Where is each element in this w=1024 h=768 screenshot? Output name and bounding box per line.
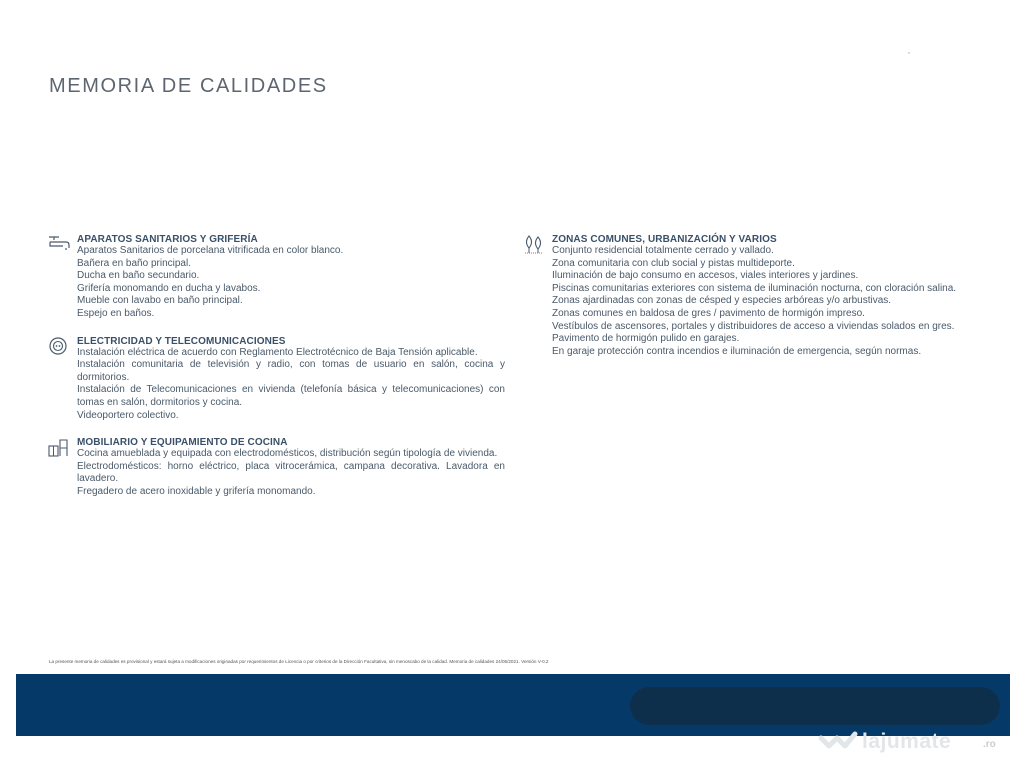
section-line: Instalación comunitaria de televisión y radio, con tomas de usuario en salón, cocina y dormitorios. bbox=[77, 359, 505, 383]
section-line: Fregadero de acero inoxidable y grifería monomando. bbox=[77, 485, 316, 497]
section-line: Grifería monomando en ducha y lavabos. bbox=[77, 282, 261, 294]
section-line: Zona comunitaria con club social y pistas multideporte. bbox=[552, 257, 795, 269]
section-line: Zonas comunes en baldosa de gres / pavimento de hormigón impreso. bbox=[552, 307, 865, 319]
section-line: Cocina amueblada y equipada con electrodomésticos, distribución según tipología de vivienda. bbox=[77, 448, 498, 460]
section-line: Vestíbulos de ascensores, portales y distribuidores de acceso a viviendas solados en gres. bbox=[552, 320, 955, 332]
section bbox=[45, 234, 505, 321]
section-heading: ELECTRICIDAD Y TELECOMUNICACIONES bbox=[77, 335, 286, 347]
decorative-dot bbox=[908, 52, 910, 54]
watermark bbox=[818, 724, 1018, 760]
section-line: Aparatos Sanitarios de porcelana vitrificada en color blanco. bbox=[77, 245, 344, 256]
section-line: Espejo en baños. bbox=[77, 307, 155, 319]
section-line: Zonas ajardinadas con zonas de césped y especies arbóreas y/o arbustivas. bbox=[552, 295, 892, 307]
section-heading: APARATOS SANITARIOS Y GRIFERÍA bbox=[77, 234, 258, 245]
section-heading: MOBILIARIO Y EQUIPAMIENTO DE COCINA bbox=[77, 437, 288, 449]
kitchen-furniture-icon bbox=[47, 437, 71, 457]
section-line: Pavimento de hormigón pulido en garajes. bbox=[552, 333, 740, 345]
faucet-icon bbox=[47, 234, 71, 254]
section bbox=[45, 437, 505, 498]
watermark-logo-icon bbox=[818, 726, 858, 754]
watermark-tld: .ro bbox=[983, 739, 996, 750]
section bbox=[520, 234, 980, 358]
section-heading: ZONAS COMUNES, URBANIZACIÓN Y VARIOS bbox=[552, 234, 777, 245]
section-line: Bañera en baño principal. bbox=[77, 257, 191, 269]
section-line: Conjunto residencial totalmente cerrado y vallado. bbox=[552, 245, 774, 256]
section-line: Piscinas comunitarias exteriores con sistema de iluminación nocturna, con cloración salina. bbox=[552, 282, 957, 294]
section-line: Iluminación de bajo consumo en accesos, viales interiores y jardines. bbox=[552, 270, 859, 282]
section-line: Videoportero colectivo. bbox=[77, 409, 179, 421]
trees-icon bbox=[522, 234, 546, 254]
section-line: Instalación eléctrica de acuerdo con Reglamento Electrotécnico de Baja Tensión aplicable. bbox=[77, 346, 478, 358]
left-column bbox=[45, 234, 505, 514]
right-column bbox=[520, 234, 980, 373]
section-line: Ducha en baño secundario. bbox=[77, 270, 200, 282]
electric-outlet-icon bbox=[47, 336, 71, 356]
section bbox=[45, 336, 505, 423]
watermark-text: lajumate bbox=[862, 730, 952, 753]
footer-band-shape bbox=[630, 687, 1000, 725]
page-title: MEMORIA DE CALIDADES bbox=[49, 75, 328, 98]
section-line: Electrodomésticos: horno eléctrico, placa vitrocerámica, campana decorativa. Lavadora en lavadero. bbox=[77, 460, 505, 485]
section-line: Mueble con lavabo en baño principal. bbox=[77, 295, 243, 307]
section-line: Instalación de Telecomunicaciones en vivienda (telefonía básica y telecomunicaciones) con tomas en salón, dormitorios y cocina. bbox=[77, 384, 505, 408]
footer-disclaimer: La presente memoria de calidades es provisional y estará sujeta a modificaciones originadas por requerimientos de Licencia o por criterios de la Dirección Facultativa, sin menoscabo de la calidad. Memoria de calidades 24/05/2021. Versión V-0.2 bbox=[49, 659, 549, 664]
section-line: En garaje protección contra incendios e iluminación de emergencia, según normas. bbox=[552, 345, 922, 357]
